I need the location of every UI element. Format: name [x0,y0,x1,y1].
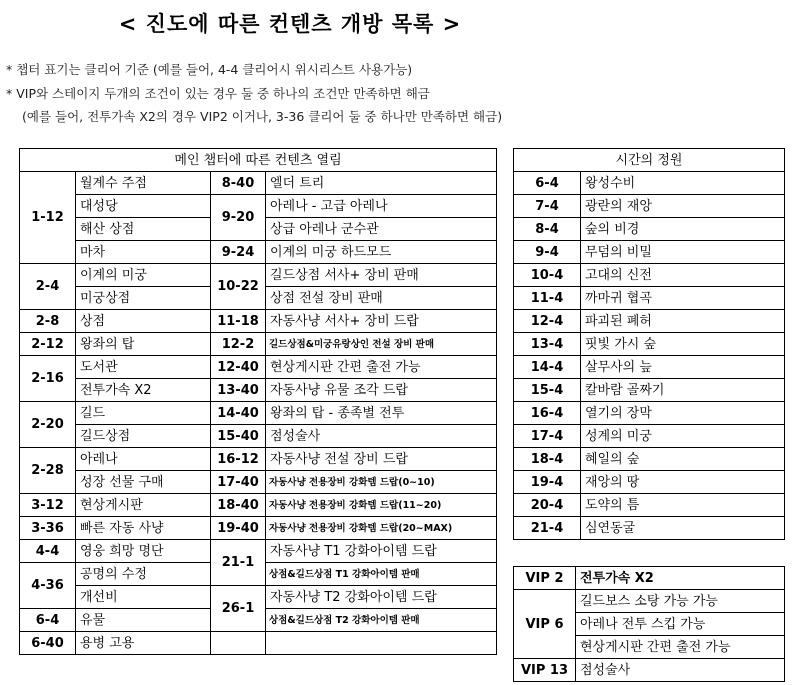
content-cell: 이계의 미궁 [76,264,211,287]
chapter-cell: 21-1 [211,540,266,586]
note-chapter-rule: * 챕터 표기는 클리어 기준 (예를 들어, 4-4 클리어시 위시리스트 사용가능) [6,62,413,77]
stage-name-cell: 열기의 장막 [581,402,785,425]
content-cell: 전투가속 X2 [76,379,211,402]
chapter-cell: 19-4 [514,471,581,494]
content-cell: 해산 상점 [76,218,211,241]
content-cell: 자동사냥 T1 강화아이템 드랍 [266,540,497,563]
content-cell: 상점 전설 장비 판매 [266,287,497,310]
vip-level-cell: VIP 6 [514,590,576,659]
chapter-cell: 3-36 [20,517,76,540]
chapter-cell: 2-20 [20,402,76,448]
chapter-cell: 16-12 [211,448,266,471]
content-cell: 대성당 [76,195,211,218]
content-cell: 도서관 [76,356,211,379]
chapter-cell: 18-4 [514,448,581,471]
content-cell: 왕좌의 탑 - 종족별 전투 [266,402,497,425]
content-cell: 빠른 자동 사냥 [76,517,211,540]
chapter-cell: 9-4 [514,241,581,264]
content-cell: 길드상점 [76,425,211,448]
content-cell: 왕좌의 탑 [76,333,211,356]
chapter-cell: 14-4 [514,356,581,379]
chapter-cell: 9-24 [211,241,266,264]
content-cell: 미궁상점 [76,287,211,310]
chapter-cell: 16-4 [514,402,581,425]
vip-content-cell: 현상게시판 간편 출전 가능 [576,636,785,659]
stage-name-cell: 까마귀 협곡 [581,287,785,310]
vip-content-cell: 점성술사 [576,659,785,682]
content-cell: 자동사냥 T2 강화아이템 드랍 [266,586,497,609]
content-cell: 현상게시판 간편 출전 가능 [266,356,497,379]
chapter-cell: 15-40 [211,425,266,448]
chapter-cell: 18-40 [211,494,266,517]
content-cell: 영웅 희망 명단 [76,540,211,563]
content-cell: 자동사냥 서사+ 장비 드랍 [266,310,497,333]
chapter-cell: 2-12 [20,333,76,356]
content-cell: 용병 고용 [76,632,211,655]
stage-name-cell: 고대의 신전 [581,264,785,287]
content-cell: 아레나 [76,448,211,471]
chapter-cell: 21-4 [514,517,581,540]
content-cell: 성장 선물 구매 [76,471,211,494]
stage-name-cell: 심연동굴 [581,517,785,540]
content-cell: 길드상점 서사+ 장비 판매 [266,264,497,287]
empty-cell [266,632,497,655]
note-vip-rule: * VIP와 스테이지 두개의 조건이 있는 경우 둘 중 하나의 조건만 만족하면 해금 [6,86,430,101]
chapter-cell: 10-22 [211,264,266,310]
content-cell: 상점&길드상점 T2 강화아이템 판매 [266,609,497,632]
content-cell: 자동사냥 전용장비 강화템 드랍(11~20) [266,494,497,517]
stage-name-cell: 파괴된 폐허 [581,310,785,333]
chapter-cell: 8-40 [211,172,266,195]
chapter-cell: 6-40 [20,632,76,655]
content-cell: 마차 [76,241,211,264]
chapter-cell: 6-4 [514,172,581,195]
chapter-cell: 12-2 [211,333,266,356]
content-cell: 상점&길드상점 T1 강화아이템 판매 [266,563,497,586]
chapter-cell: 1-12 [20,172,76,264]
main-table-header: 메인 챕터에 따른 컨텐츠 열림 [20,149,497,172]
content-cell: 개선비 [76,586,211,609]
vip-content-cell: 길드보스 소탕 가능 가능 [576,590,785,613]
chapter-cell: 4-4 [20,540,76,563]
content-cell: 유물 [76,609,211,632]
note-example: (예를 들어, 전투가속 X2의 경우 VIP2 이거나, 3-36 클리어 둘 중 하나만 만족하면 해금) [22,109,503,124]
time-garden-table [513,148,785,540]
chapter-cell: 14-40 [211,402,266,425]
content-cell: 자동사냥 전설 장비 드랍 [266,448,497,471]
chapter-cell: 2-28 [20,448,76,494]
stage-name-cell: 왕성수비 [581,172,785,195]
stage-name-cell: 혜일의 숲 [581,448,785,471]
content-cell: 현상게시판 [76,494,211,517]
stage-name-cell: 칼바람 골짜기 [581,379,785,402]
chapter-cell: 3-12 [20,494,76,517]
chapter-cell: 4-36 [20,563,76,609]
main-chapter-table [19,148,497,655]
vip-content-cell: 아레나 전투 스킵 가능 [576,613,785,636]
chapter-cell: 19-40 [211,517,266,540]
content-cell: 월계수 주점 [76,172,211,195]
chapter-cell: 20-4 [514,494,581,517]
content-cell: 점성술사 [266,425,497,448]
vip-table [513,566,785,682]
stage-name-cell: 도약의 틈 [581,494,785,517]
stage-name-cell: 무덤의 비밀 [581,241,785,264]
content-cell: 길드상점&미궁유랑상인 전설 장비 판매 [266,333,497,356]
chapter-cell: 17-40 [211,471,266,494]
chapter-cell: 2-8 [20,310,76,333]
empty-cell [211,632,266,655]
chapter-cell: 15-4 [514,379,581,402]
chapter-cell: 13-40 [211,379,266,402]
page-title: < 진도에 따른 컨텐츠 개방 목록 > [118,12,462,36]
chapter-cell: 12-40 [211,356,266,379]
vip-content-cell: 전투가속 X2 [576,567,785,590]
content-cell: 아레나 - 고급 아레나 [266,195,497,218]
stage-name-cell: 재앙의 땅 [581,471,785,494]
chapter-cell: 7-4 [514,195,581,218]
chapter-cell: 10-4 [514,264,581,287]
time-table-header: 시간의 정원 [514,149,785,172]
content-cell: 자동사냥 전용장비 강화템 드랍(0~10) [266,471,497,494]
content-cell: 자동사냥 전용장비 강화템 드랍(20~MAX) [266,517,497,540]
content-cell: 엘더 트리 [266,172,497,195]
content-cell: 상점 [76,310,211,333]
vip-level-cell: VIP 2 [514,567,576,590]
chapter-cell: 17-4 [514,425,581,448]
stage-name-cell: 숲의 비경 [581,218,785,241]
chapter-cell: 9-20 [211,195,266,241]
content-cell: 공명의 수정 [76,563,211,586]
chapter-cell: 11-18 [211,310,266,333]
chapter-cell: 2-4 [20,264,76,310]
stage-name-cell: 핏빛 가시 숲 [581,333,785,356]
chapter-cell: 26-1 [211,586,266,632]
chapter-cell: 13-4 [514,333,581,356]
chapter-cell: 6-4 [20,609,76,632]
chapter-cell: 8-4 [514,218,581,241]
stage-name-cell: 성계의 미궁 [581,425,785,448]
content-cell: 상급 아레나 군수관 [266,218,497,241]
vip-level-cell: VIP 13 [514,659,576,682]
stage-name-cell: 살무사의 늪 [581,356,785,379]
content-cell: 이계의 미궁 하드모드 [266,241,497,264]
chapter-cell: 12-4 [514,310,581,333]
content-cell: 길드 [76,402,211,425]
stage-name-cell: 광란의 재앙 [581,195,785,218]
content-cell: 자동사냥 유물 조각 드랍 [266,379,497,402]
chapter-cell: 2-16 [20,356,76,402]
chapter-cell: 11-4 [514,287,581,310]
